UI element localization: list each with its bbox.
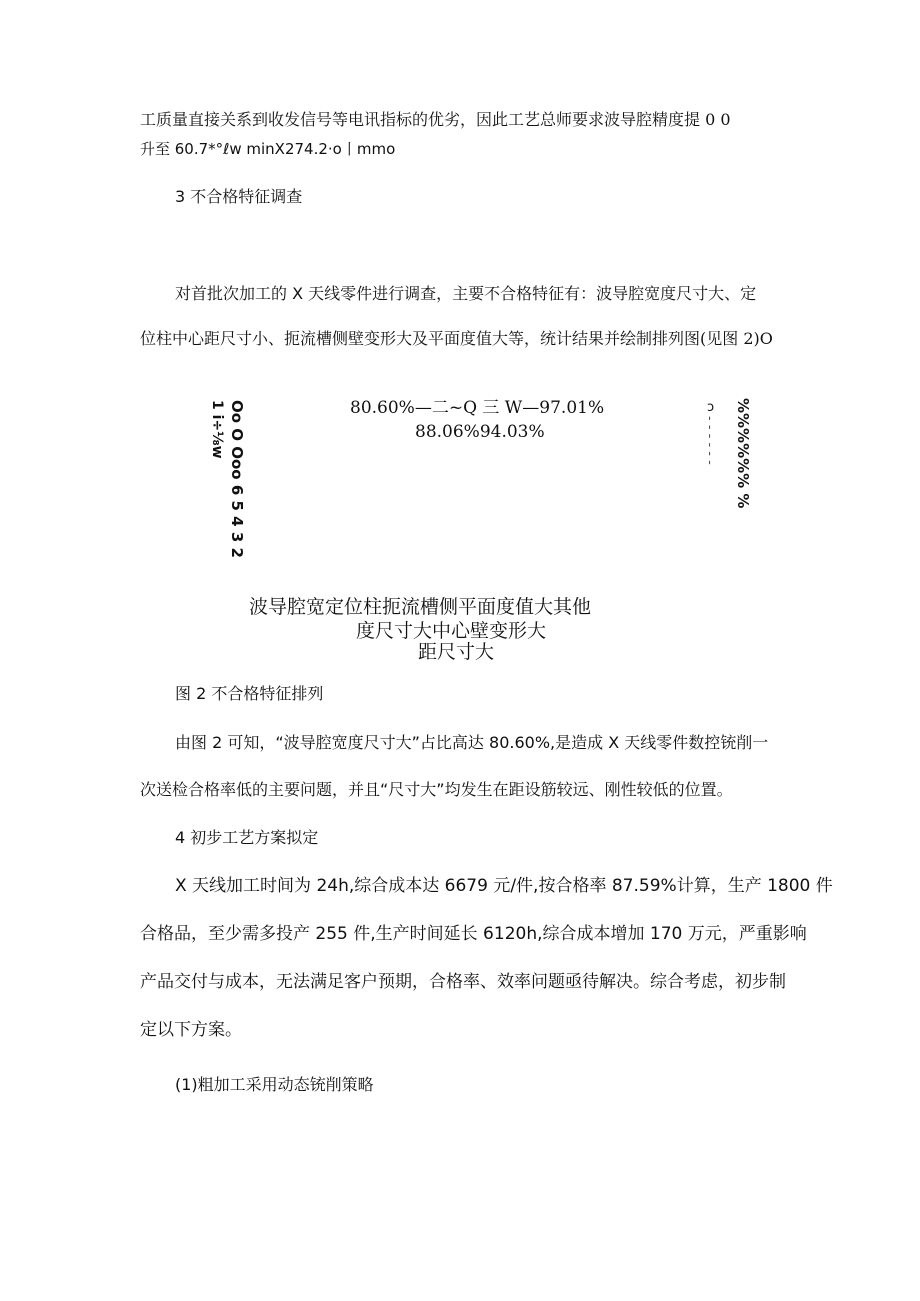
section-3-paragraph-line-1: 对首批次加工的 X 天线零件进行调查，主要不合格特征有：波导腔宽度尺寸大、定	[175, 284, 757, 303]
analysis-line-2: 次送检合格率低的主要问题，并且“尺寸大”均发生在距设筋较远、刚性较低的位置。	[140, 780, 733, 799]
analysis-line-1: 由图 2 可知，“波导腔宽度尺寸大”占比高达 80.60%,是造成 X 天线零件数控铳削一	[175, 733, 769, 752]
figure-left-axis-percent-labels: 1 i÷⅛w	[209, 400, 225, 459]
subsection-1-heading: (1)粗加工采用动态铳削策略	[175, 1075, 374, 1094]
section-3-paragraph-line-2: 位柱中心距尺寸小、扼流槽侧壁变形大及平面度值大等，统计结果并绘制排列图(见图 2)O	[140, 329, 773, 348]
figure-category-labels-line-1: 波导腔宽定位柱扼流槽侧平面度值大其他	[249, 596, 592, 618]
figure-category-labels-line-3: 距尺寸大	[418, 641, 495, 663]
section-3-heading: 3 不合格特征调查	[175, 187, 303, 206]
section-4-paragraph-line-4: 定以下方案。	[140, 1020, 242, 1040]
section-4-paragraph-line-2: 合格品，至少需多投产 255 件,生产时间延长 6120h,综合成本增加 170 万元，严重影响	[140, 924, 807, 944]
figure-cumulative-percent-middle: 88.06%94.03%	[415, 422, 545, 442]
section-4-heading: 4 初步工艺方案拟定	[175, 828, 319, 847]
figure-right-dashed-line: - - - - - -	[702, 416, 717, 465]
figure-left-axis-labels: Oo O Ooo 6 5 4 3 2	[228, 400, 246, 558]
figure-right-marker: ɔ	[707, 400, 715, 415]
figure-category-labels-line-2: 度尺寸大中心壁变形大	[356, 620, 547, 642]
section-4-paragraph-line-3: 产品交付与成本，无法满足客户预期，合格率、效率问题亟待解决。综合考虑，初步制	[140, 972, 786, 992]
intro-line-2: 升至 60.7*°ℓw minX274.2·o丨mmo	[140, 140, 396, 158]
figure-right-axis-labels: %%%%%% %	[734, 398, 752, 509]
figure-cumulative-percent-top: 80.60%—二~Q 三 W—97.01%	[350, 398, 605, 418]
intro-line-1: 工质量直接关系到收发信号等电讯指标的优劣，因此工艺总师要求波导腔精度提 0 0	[140, 110, 731, 129]
figure-caption: 图 2 不合格特征排列	[175, 684, 324, 703]
section-4-paragraph-line-1: X 天线加工时间为 24h,综合成本达 6679 元/件,按合格率 87.59%计算，生产 1800 件	[175, 876, 833, 896]
